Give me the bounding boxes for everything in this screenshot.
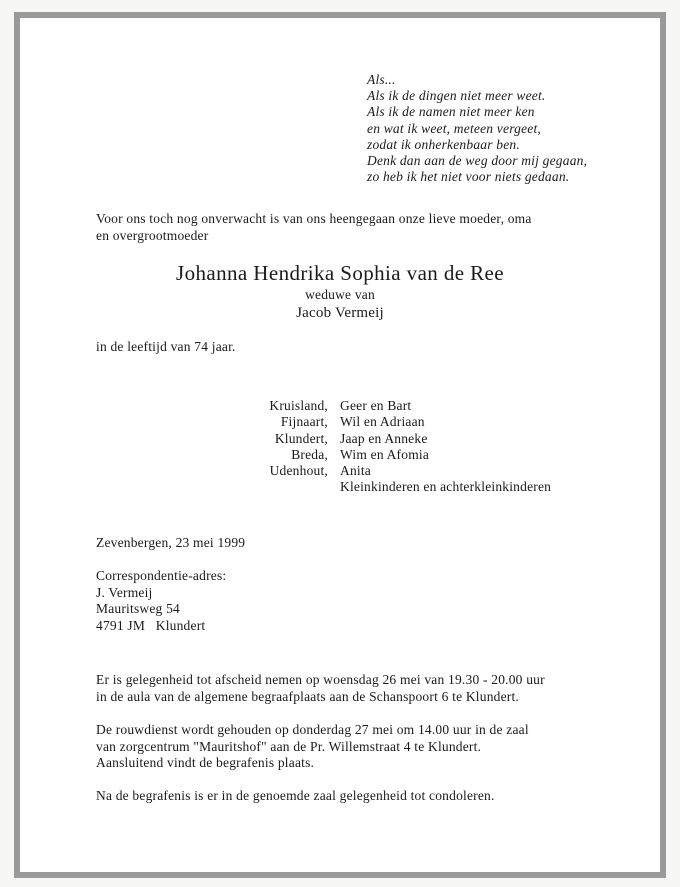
poem-line: en wat ik weet, meteen vergeet, <box>367 120 542 136</box>
info-line: De rouwdienst wordt gehouden op donderdag 27 mei om 14.00 uur in de zaal <box>96 722 529 737</box>
family-place: Udenhout, <box>269 463 328 479</box>
correspondence-address <box>96 568 226 634</box>
family-place: Fijnaart, <box>280 414 328 430</box>
announcement-intro <box>96 210 532 244</box>
poem <box>367 72 587 185</box>
family-name: Geer en Bart <box>340 398 412 413</box>
mourning-card <box>14 12 666 878</box>
family-name: Wim en Afomia <box>340 446 430 462</box>
poem-line: Als ik de namen niet meer ken <box>367 104 535 120</box>
family-name: Jaap en Anneke <box>340 430 428 446</box>
family-place: Kruisland, <box>269 398 328 413</box>
address-line: 4791 JM Klundert <box>96 617 206 633</box>
family-places <box>220 398 328 479</box>
info-line: Aansluitend vindt de begrafenis plaats. <box>96 755 315 771</box>
service-info <box>96 722 529 772</box>
poem-line: Als ik de dingen niet meer weet. <box>367 88 546 104</box>
family-names <box>340 398 551 496</box>
widow-of-label: weduwe van <box>305 287 375 302</box>
address-line: J. Vermeij <box>96 584 153 600</box>
place-date: Zevenbergen, 23 mei 1999 <box>96 535 246 550</box>
family-place: Breda, <box>291 446 328 462</box>
info-line: Er is gelegenheid tot afscheid nemen op woensdag 26 mei van 19.30 - 20.00 uur <box>96 672 545 687</box>
info-line: in de aula van de algemene begraafplaats aan de Schanspoort 6 te Klundert. <box>96 688 520 704</box>
family-place: Klundert, <box>274 430 328 446</box>
info-line: Na de begrafenis is er in de genoemde zaal gelegenheid tot condoleren. <box>96 788 495 803</box>
poem-line: Als... <box>367 72 396 87</box>
poem-line: zo heb ik het niet voor niets gedaan. <box>367 169 570 185</box>
deceased-name: Johanna Hendrika Sophia van de Ree <box>176 261 504 285</box>
family-name: Kleinkinderen en achterkleinkinderen <box>340 479 552 495</box>
intro-line: en overgrootmoeder <box>96 228 209 243</box>
poem-line: zodat ik onherkenbaar ben. <box>367 136 520 152</box>
family-name: Wil en Adriaan <box>340 414 425 430</box>
farewell-info <box>96 672 545 705</box>
intro-line: Voor ons toch nog onverwacht is van ons heengegaan onze lieve moeder, oma <box>96 211 532 226</box>
condolence-info <box>96 788 495 805</box>
info-line: van zorgcentrum "Mauritshof" aan de Pr. Willemstraat 4 te Klundert. <box>96 738 482 754</box>
address-line: Mauritsweg 54 <box>96 601 180 617</box>
husband-name: Jacob Vermeij <box>296 305 384 321</box>
poem-line: Denk dan aan de weg door mij gegaan, <box>367 153 588 169</box>
age-text: in de leeftijd van 74 jaar. <box>96 339 236 354</box>
family-name: Anita <box>340 463 371 479</box>
correspondence-heading: Correspondentie-adres: <box>96 568 227 583</box>
